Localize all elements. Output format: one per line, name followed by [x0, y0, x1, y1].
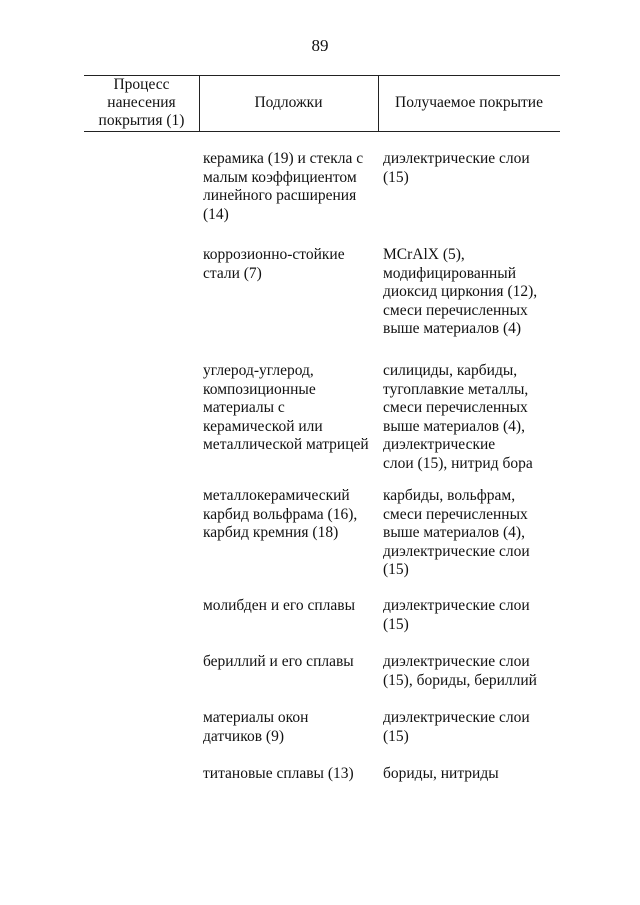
substrate-line: малым коэффициентом	[203, 168, 357, 186]
substrate-cell	[203, 709, 373, 746]
coating-line: (15)	[383, 168, 409, 186]
coating-line: смеси перечисленных	[383, 399, 528, 416]
coating-line: смеси перечисленных	[383, 301, 528, 319]
header-process	[84, 75, 199, 131]
substrate-cell	[203, 246, 373, 283]
substrate-line: керамической или	[203, 417, 323, 435]
coating-line: силициды, карбиды,	[383, 362, 518, 379]
substrate-line: датчиков (9)	[203, 727, 284, 745]
page-number: 89	[311, 36, 329, 55]
coating-line: диэлектрические слои	[383, 150, 530, 167]
substrate-cell	[203, 150, 373, 224]
coating-line: тугоплавкие металлы,	[383, 380, 529, 398]
substrate-cell	[203, 765, 373, 784]
header-process-line: нанесения	[107, 94, 176, 111]
coating-line: (15), бориды, бериллий	[383, 671, 537, 689]
substrate-line: композиционные	[203, 380, 316, 398]
substrate-line: титановые сплавы (13)	[203, 765, 354, 782]
coating-cell	[383, 653, 558, 690]
coating-cell	[383, 597, 558, 634]
coating-line: бориды, нитриды	[383, 765, 499, 782]
coating-line: диэлектрические слои	[383, 709, 530, 726]
coating-cell	[383, 362, 558, 473]
substrate-line: керамика (19) и стекла с	[203, 150, 364, 167]
coating-line: (15)	[383, 561, 409, 578]
substrate-line: металлокерамический	[203, 487, 350, 504]
substrate-line: коррозионно-стойкие	[203, 246, 345, 263]
substrate-line: материалы с	[203, 399, 285, 416]
substrate-cell	[203, 362, 373, 455]
coating-line: диэлектрические слои	[383, 653, 530, 670]
coating-line: выше материалов (4),	[383, 417, 525, 435]
substrate-line: карбид кремния (18)	[203, 524, 339, 541]
coating-line: (15)	[383, 727, 409, 745]
coating-line: модифицированный	[383, 264, 517, 282]
substrate-cell	[203, 653, 373, 672]
coating-cell	[383, 487, 558, 580]
coating-line: выше материалов (4),	[383, 524, 525, 541]
coating-line: карбиды, вольфрам,	[383, 487, 516, 504]
header-process-line: покрытия (1)	[98, 112, 185, 129]
substrate-line: стали (7)	[203, 264, 262, 282]
coating-line: диэлектрические слои	[383, 542, 530, 560]
coating-line: диэлектрические слои	[383, 597, 530, 614]
substrate-line: (14)	[203, 205, 229, 223]
coating-cell	[383, 765, 558, 784]
substrate-cell	[203, 487, 373, 543]
coating-line: слои (15), нитрид бора	[383, 454, 533, 472]
substrate-line: материалы окон	[203, 709, 309, 726]
substrate-line: линейного расширения	[203, 187, 357, 204]
coating-cell	[383, 150, 558, 187]
coating-cell	[383, 246, 558, 339]
header-process-line: Процесс	[113, 76, 170, 93]
coating-line: диоксид циркония (12),	[383, 283, 538, 300]
coating-line: выше материалов (4)	[383, 320, 522, 337]
substrate-line: карбид вольфрама (16),	[203, 505, 358, 523]
header-substrates: Подложки	[254, 94, 323, 111]
coating-line: смеси перечисленных	[383, 505, 528, 523]
coating-line: диэлектрические	[383, 436, 496, 453]
substrate-line: углерод-углерод,	[203, 362, 314, 379]
substrate-line: бериллий и его сплавы	[203, 653, 354, 670]
substrate-cell	[203, 597, 373, 616]
substrate-line: молибден и его сплавы	[203, 597, 355, 614]
coating-cell	[383, 709, 558, 746]
header-coating: Получаемое покрытие	[395, 94, 543, 111]
table-header-bottom-rule	[84, 131, 560, 132]
coating-line: (15)	[383, 615, 409, 633]
substrate-line: металлической матрицей	[203, 436, 369, 453]
coating-line: MCrAlX (5),	[383, 246, 465, 263]
